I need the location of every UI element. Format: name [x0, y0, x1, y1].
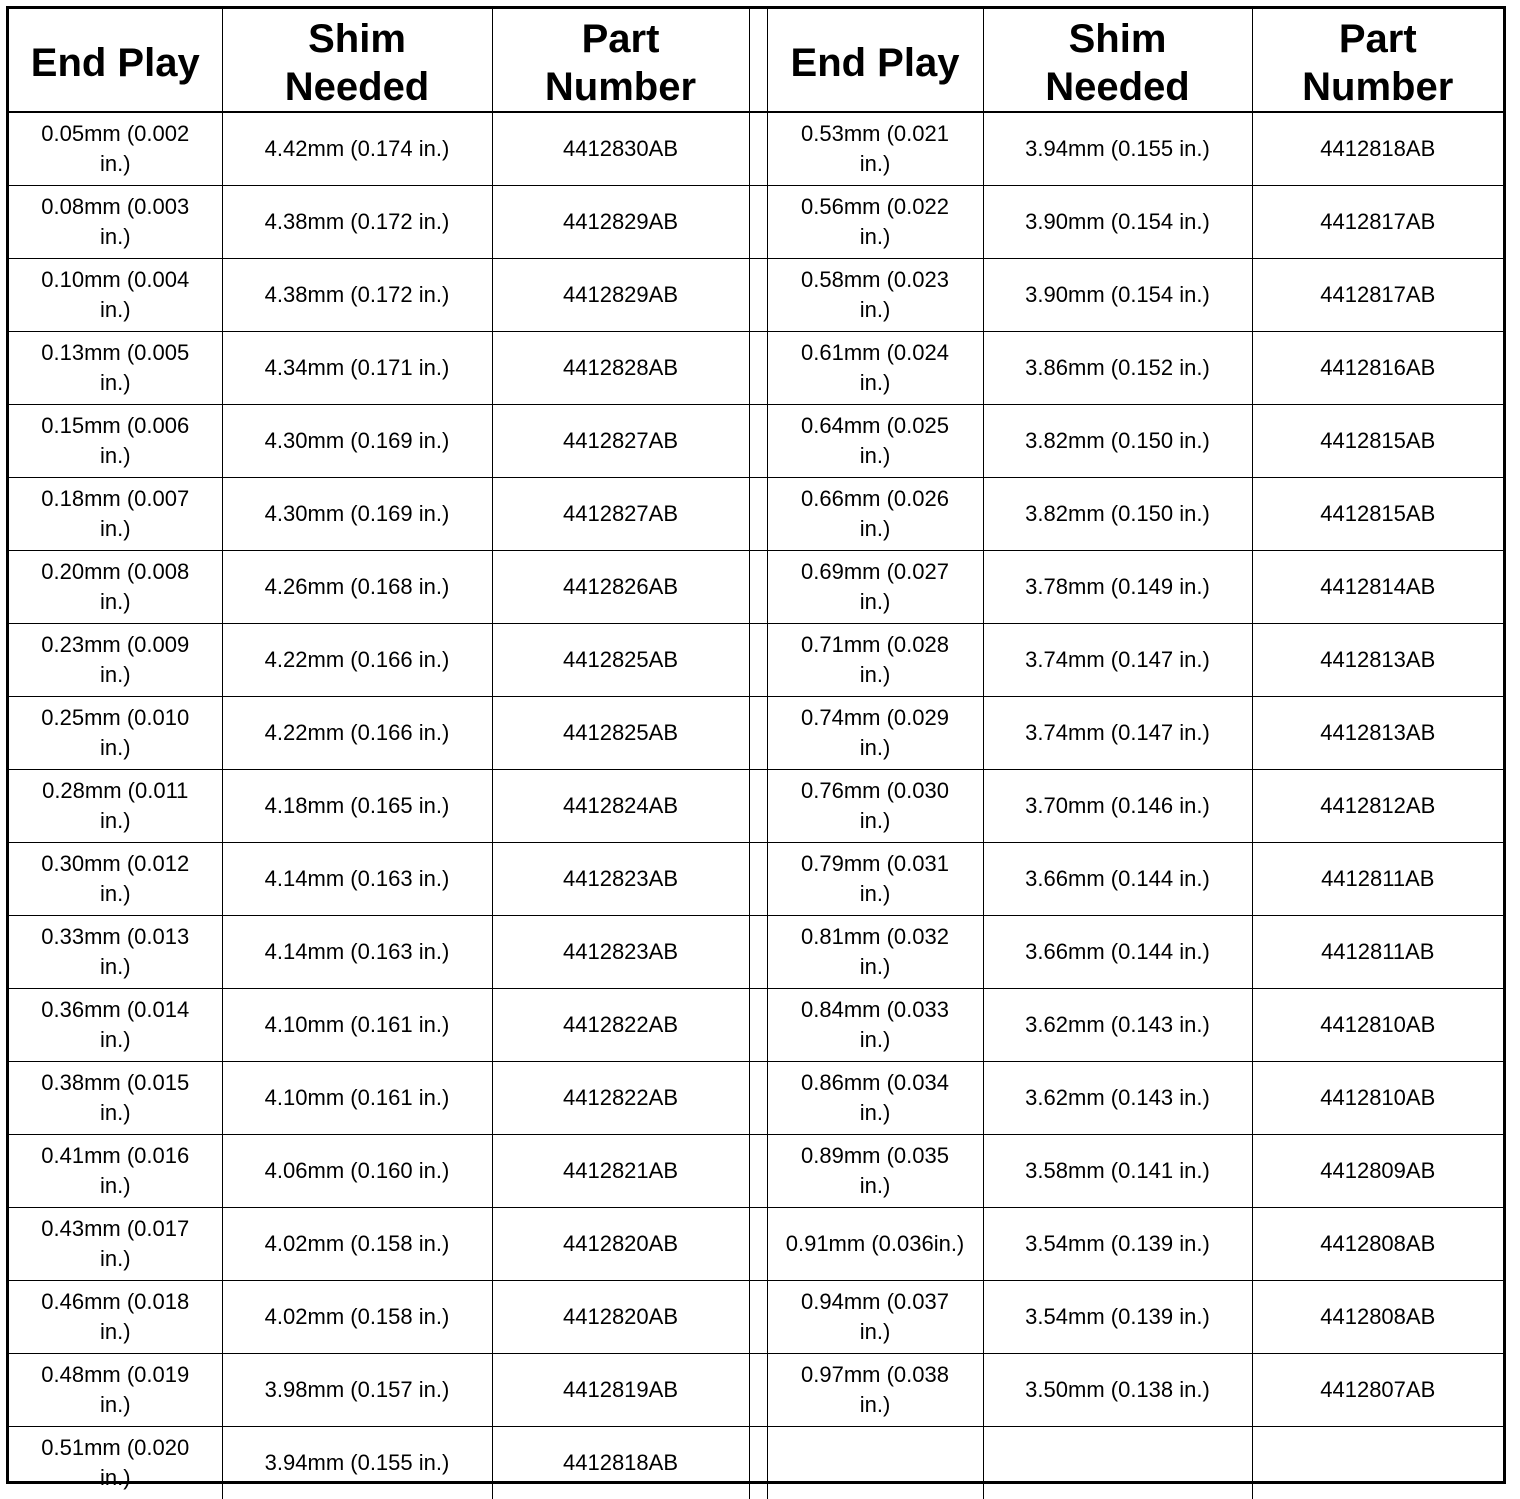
- column-spacer: [749, 478, 767, 551]
- shim-needed-right-cell: 3.74mm (0.147 in.): [983, 697, 1252, 770]
- end-play-left-cell: 0.05mm (0.002 in.): [9, 112, 222, 186]
- column-spacer: [749, 332, 767, 405]
- end-play-left-cell: 0.10mm (0.004 in.): [9, 259, 222, 332]
- shim-needed-right-cell: 3.70mm (0.146 in.): [983, 770, 1252, 843]
- part-number-left-cell: 4412818AB: [492, 1427, 749, 1499]
- part-number-right-cell: 4412811AB: [1252, 916, 1503, 989]
- table-row: [9, 624, 1503, 697]
- table-row: [9, 1281, 1503, 1354]
- end-play-left-cell: 0.36mm (0.014 in.): [9, 989, 222, 1062]
- column-spacer: [749, 551, 767, 624]
- end-play-left-cell: 0.15mm (0.006 in.): [9, 405, 222, 478]
- shim-needed-left-cell: 4.02mm (0.158 in.): [222, 1208, 492, 1281]
- part-number-left-cell: 4412823AB: [492, 916, 749, 989]
- column-spacer: [749, 697, 767, 770]
- column-spacer: [749, 770, 767, 843]
- shim-needed-right-cell: 3.66mm (0.144 in.): [983, 916, 1252, 989]
- shim-needed-right-cell: 3.90mm (0.154 in.): [983, 186, 1252, 259]
- shim-needed-left-cell: 4.10mm (0.161 in.): [222, 1062, 492, 1135]
- column-spacer: [749, 1427, 767, 1499]
- shim-needed-left-cell: 4.42mm (0.174 in.): [222, 112, 492, 186]
- column-spacer: [749, 1208, 767, 1281]
- shim-needed-right-cell: 3.86mm (0.152 in.): [983, 332, 1252, 405]
- part-number-left-cell: 4412826AB: [492, 551, 749, 624]
- shim-needed-right-cell: 3.90mm (0.154 in.): [983, 259, 1252, 332]
- header-end-play-left: End Play: [9, 9, 222, 112]
- part-number-right-cell: 4412816AB: [1252, 332, 1503, 405]
- table-row: [9, 186, 1503, 259]
- part-number-right-cell: 4412814AB: [1252, 551, 1503, 624]
- part-number-left-cell: 4412830AB: [492, 112, 749, 186]
- shim-needed-left-cell: 4.06mm (0.160 in.): [222, 1135, 492, 1208]
- shim-needed-left-cell: 4.02mm (0.158 in.): [222, 1281, 492, 1354]
- part-number-left-cell: 4412823AB: [492, 843, 749, 916]
- shim-needed-left-cell: 4.30mm (0.169 in.): [222, 478, 492, 551]
- shim-needed-right-cell: 3.62mm (0.143 in.): [983, 1062, 1252, 1135]
- part-number-left-cell: 4412827AB: [492, 478, 749, 551]
- table-row: [9, 843, 1503, 916]
- part-number-right-cell: 4412815AB: [1252, 405, 1503, 478]
- end-play-left-cell: 0.20mm (0.008 in.): [9, 551, 222, 624]
- end-play-right-cell: 0.89mm (0.035 in.): [767, 1135, 983, 1208]
- shim-needed-right-cell: 3.50mm (0.138 in.): [983, 1354, 1252, 1427]
- end-play-right-cell: 0.69mm (0.027 in.): [767, 551, 983, 624]
- table-row: [9, 1208, 1503, 1281]
- part-number-left-cell: 4412820AB: [492, 1208, 749, 1281]
- end-play-right-cell: 0.84mm (0.033 in.): [767, 989, 983, 1062]
- end-play-left-cell: 0.28mm (0.011 in.): [9, 770, 222, 843]
- shim-needed-right-cell: 3.82mm (0.150 in.): [983, 405, 1252, 478]
- end-play-left-cell: 0.08mm (0.003 in.): [9, 186, 222, 259]
- table-body: [9, 112, 1503, 1499]
- column-spacer: [749, 112, 767, 186]
- part-number-right-cell: 4412812AB: [1252, 770, 1503, 843]
- column-spacer: [749, 1281, 767, 1354]
- shim-needed-left-cell: 4.10mm (0.161 in.): [222, 989, 492, 1062]
- shim-needed-left-cell: 3.98mm (0.157 in.): [222, 1354, 492, 1427]
- part-number-left-cell: 4412821AB: [492, 1135, 749, 1208]
- header-row: [9, 9, 1503, 112]
- end-play-right-cell: 0.61mm (0.024 in.): [767, 332, 983, 405]
- shim-needed-right-cell: 3.78mm (0.149 in.): [983, 551, 1252, 624]
- column-spacer: [749, 624, 767, 697]
- table-row: [9, 1354, 1503, 1427]
- end-play-right-cell: 0.86mm (0.034 in.): [767, 1062, 983, 1135]
- end-play-left-cell: 0.48mm (0.019 in.): [9, 1354, 222, 1427]
- part-number-right-cell: 4412810AB: [1252, 989, 1503, 1062]
- column-spacer: [749, 186, 767, 259]
- shim-needed-right-cell: 3.74mm (0.147 in.): [983, 624, 1252, 697]
- shim-needed-right-cell: 3.54mm (0.139 in.): [983, 1281, 1252, 1354]
- column-spacer: [749, 1135, 767, 1208]
- column-spacer: [749, 1062, 767, 1135]
- part-number-right-cell: 4412813AB: [1252, 624, 1503, 697]
- part-number-right-cell: 4412818AB: [1252, 112, 1503, 186]
- shim-needed-left-cell: 4.34mm (0.171 in.): [222, 332, 492, 405]
- end-play-right-cell: 0.76mm (0.030 in.): [767, 770, 983, 843]
- part-number-right-cell: 4412817AB: [1252, 186, 1503, 259]
- column-spacer: [749, 259, 767, 332]
- header-part-number-right: Part Number: [1252, 9, 1503, 112]
- shim-needed-left-cell: 4.22mm (0.166 in.): [222, 697, 492, 770]
- shim-selection-table-frame: [6, 6, 1506, 1484]
- shim-needed-left-cell: 4.18mm (0.165 in.): [222, 770, 492, 843]
- end-play-left-cell: 0.38mm (0.015 in.): [9, 1062, 222, 1135]
- end-play-left-cell: 0.13mm (0.005 in.): [9, 332, 222, 405]
- table-row: [9, 916, 1503, 989]
- table-row: [9, 770, 1503, 843]
- end-play-right-cell: 0.74mm (0.029 in.): [767, 697, 983, 770]
- part-number-left-cell: 4412827AB: [492, 405, 749, 478]
- part-number-left-cell: 4412825AB: [492, 697, 749, 770]
- part-number-right-cell: 4412811AB: [1252, 843, 1503, 916]
- part-number-right-cell: 4412817AB: [1252, 259, 1503, 332]
- end-play-left-cell: 0.46mm (0.018 in.): [9, 1281, 222, 1354]
- table-row: [9, 112, 1503, 186]
- part-number-left-cell: 4412819AB: [492, 1354, 749, 1427]
- end-play-right-cell: [767, 1427, 983, 1499]
- end-play-right-cell: 0.94mm (0.037 in.): [767, 1281, 983, 1354]
- part-number-left-cell: 4412820AB: [492, 1281, 749, 1354]
- column-spacer: [749, 9, 767, 112]
- header-end-play-right: End Play: [767, 9, 983, 112]
- column-spacer: [749, 405, 767, 478]
- end-play-right-cell: 0.64mm (0.025 in.): [767, 405, 983, 478]
- table-row: [9, 259, 1503, 332]
- part-number-left-cell: 4412828AB: [492, 332, 749, 405]
- column-spacer: [749, 843, 767, 916]
- end-play-left-cell: 0.30mm (0.012 in.): [9, 843, 222, 916]
- shim-needed-right-cell: 3.94mm (0.155 in.): [983, 112, 1252, 186]
- part-number-right-cell: 4412813AB: [1252, 697, 1503, 770]
- part-number-left-cell: 4412822AB: [492, 989, 749, 1062]
- table-row: [9, 1062, 1503, 1135]
- end-play-right-cell: 0.79mm (0.031 in.): [767, 843, 983, 916]
- shim-needed-right-cell: 3.82mm (0.150 in.): [983, 478, 1252, 551]
- part-number-right-cell: 4412808AB: [1252, 1281, 1503, 1354]
- shim-needed-left-cell: 4.22mm (0.166 in.): [222, 624, 492, 697]
- end-play-left-cell: 0.43mm (0.017 in.): [9, 1208, 222, 1281]
- table-row: [9, 332, 1503, 405]
- shim-needed-left-cell: 4.14mm (0.163 in.): [222, 916, 492, 989]
- end-play-right-cell: 0.81mm (0.032 in.): [767, 916, 983, 989]
- part-number-right-cell: 4412810AB: [1252, 1062, 1503, 1135]
- table-row: [9, 697, 1503, 770]
- end-play-right-cell: 0.58mm (0.023 in.): [767, 259, 983, 332]
- table-row: [9, 551, 1503, 624]
- shim-needed-right-cell: 3.54mm (0.139 in.): [983, 1208, 1252, 1281]
- header-part-number-left: Part Number: [492, 9, 749, 112]
- part-number-right-cell: 4412808AB: [1252, 1208, 1503, 1281]
- part-number-left-cell: 4412829AB: [492, 259, 749, 332]
- shim-needed-left-cell: 4.26mm (0.168 in.): [222, 551, 492, 624]
- end-play-right-cell: 0.66mm (0.026 in.): [767, 478, 983, 551]
- shim-needed-right-cell: 3.62mm (0.143 in.): [983, 989, 1252, 1062]
- end-play-right-cell: 0.97mm (0.038 in.): [767, 1354, 983, 1427]
- shim-needed-right-cell: 3.66mm (0.144 in.): [983, 843, 1252, 916]
- part-number-right-cell: [1252, 1427, 1503, 1499]
- shim-needed-left-cell: 4.38mm (0.172 in.): [222, 186, 492, 259]
- header-shim-needed-left: Shim Needed: [222, 9, 492, 112]
- end-play-left-cell: 0.51mm (0.020 in.): [9, 1427, 222, 1499]
- shim-selection-table: [9, 9, 1503, 1499]
- part-number-left-cell: 4412822AB: [492, 1062, 749, 1135]
- table-row: [9, 405, 1503, 478]
- part-number-left-cell: 4412825AB: [492, 624, 749, 697]
- shim-needed-left-cell: 3.94mm (0.155 in.): [222, 1427, 492, 1499]
- shim-needed-right-cell: [983, 1427, 1252, 1499]
- end-play-left-cell: 0.33mm (0.013 in.): [9, 916, 222, 989]
- table-row: [9, 989, 1503, 1062]
- shim-needed-left-cell: 4.38mm (0.172 in.): [222, 259, 492, 332]
- table-row: [9, 1427, 1503, 1499]
- table-row: [9, 478, 1503, 551]
- part-number-right-cell: 4412809AB: [1252, 1135, 1503, 1208]
- end-play-right-cell: 0.53mm (0.021 in.): [767, 112, 983, 186]
- part-number-right-cell: 4412807AB: [1252, 1354, 1503, 1427]
- shim-needed-left-cell: 4.14mm (0.163 in.): [222, 843, 492, 916]
- shim-needed-right-cell: 3.58mm (0.141 in.): [983, 1135, 1252, 1208]
- part-number-right-cell: 4412815AB: [1252, 478, 1503, 551]
- column-spacer: [749, 916, 767, 989]
- column-spacer: [749, 989, 767, 1062]
- part-number-left-cell: 4412829AB: [492, 186, 749, 259]
- end-play-left-cell: 0.25mm (0.010 in.): [9, 697, 222, 770]
- part-number-left-cell: 4412824AB: [492, 770, 749, 843]
- end-play-right-cell: 0.91mm (0.036in.): [767, 1208, 983, 1281]
- shim-needed-left-cell: 4.30mm (0.169 in.): [222, 405, 492, 478]
- end-play-left-cell: 0.41mm (0.016 in.): [9, 1135, 222, 1208]
- end-play-right-cell: 0.71mm (0.028 in.): [767, 624, 983, 697]
- column-spacer: [749, 1354, 767, 1427]
- table-row: [9, 1135, 1503, 1208]
- header-shim-needed-right: Shim Needed: [983, 9, 1252, 112]
- end-play-left-cell: 0.23mm (0.009 in.): [9, 624, 222, 697]
- end-play-left-cell: 0.18mm (0.007 in.): [9, 478, 222, 551]
- end-play-right-cell: 0.56mm (0.022 in.): [767, 186, 983, 259]
